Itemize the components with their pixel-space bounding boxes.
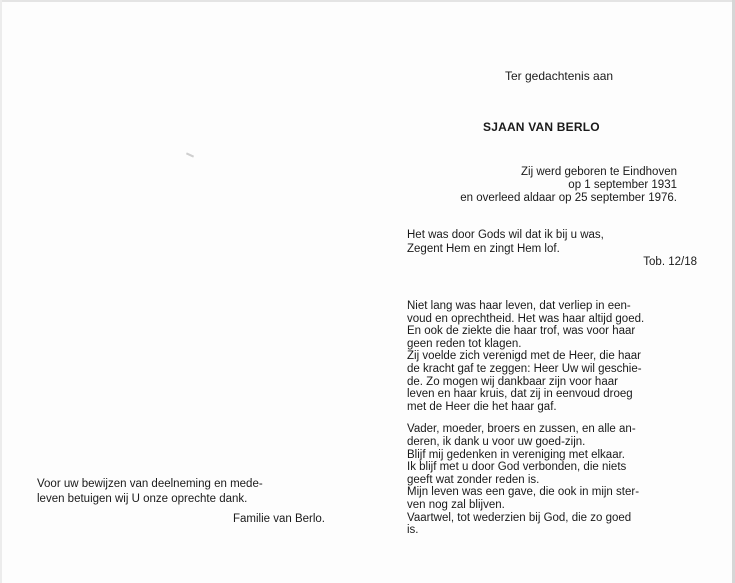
text-line: de kracht gaf te zeggen: Heer Uw wil geschie- [407,362,642,375]
thanks-line: leven betuigen wij U onze oprechte dank. [37,493,248,505]
text-line: de. Zo mogen wij dankbaar zijn voor haar [407,375,618,388]
text-line: deren, ik dank u voor uw goed-zijn. [407,435,586,448]
text-line: voud en oprechtheid. Het was haar altijd goed. [407,312,645,325]
text-line: geeft wat zonder reden is. [407,473,540,486]
text-line: En ook de ziekte die haar trof, was voor haar [407,325,636,338]
deceased-name: SJAAN VAN BERLO [483,120,600,134]
dates-line: op 1 september 1931 [568,179,677,191]
dates-line: en overleed aldaar op 25 september 1976. [460,192,677,204]
text-line: Mijn leven was een gave, die ook in mijn ster- [407,486,640,499]
family-signature: Familie van Berlo. [232,513,325,525]
text-line: geen reden tot klagen. [407,337,522,350]
quote-reference: Tob. 12/18 [643,256,697,268]
thanks-line: Voor uw bewijzen van deelneming en mede- [37,478,263,490]
thanks-note [37,477,325,527]
text-line: Zij voelde zich verenigd met de Heer, die haar [407,350,641,363]
text-line: is. [407,524,419,537]
stanza-2 [407,423,697,536]
text-line: Ik blijf met u door God verbonden, die niets [407,461,627,474]
stanza-1 [407,300,697,413]
birth-death-dates [405,166,677,205]
intro-heading: Ter gedachtenis aan [505,69,614,83]
dates-line: Zij werd geboren te Eindhoven [521,166,677,178]
card-top-edge [0,0,735,2]
text-line: met de Heer die het haar gaf. [407,400,557,413]
bible-quote [407,229,697,270]
text-line: Vader, moeder, broers en zussen, en alle an- [407,423,636,436]
text-line: Niet lang was haar leven, dat verliep in een- [407,300,631,312]
paper-mark [186,152,194,157]
memorial-text [407,300,697,537]
text-line: ven nog zal blijven. [407,498,505,511]
card-left-edge [0,0,2,583]
text-line: leven en haar kruis, dat zij in eenvoud droeg [407,388,633,401]
quote-line: Zegent Hem en zingt Hem lof. [407,242,560,255]
text-line: Vaartwel, tot wederzien bij God, die zo goed [407,511,632,524]
text-line: Blijf mij gedenken in vereniging met elkaar. [407,448,625,461]
quote-line: Het was door Gods wil dat ik bij u was, [407,229,604,241]
